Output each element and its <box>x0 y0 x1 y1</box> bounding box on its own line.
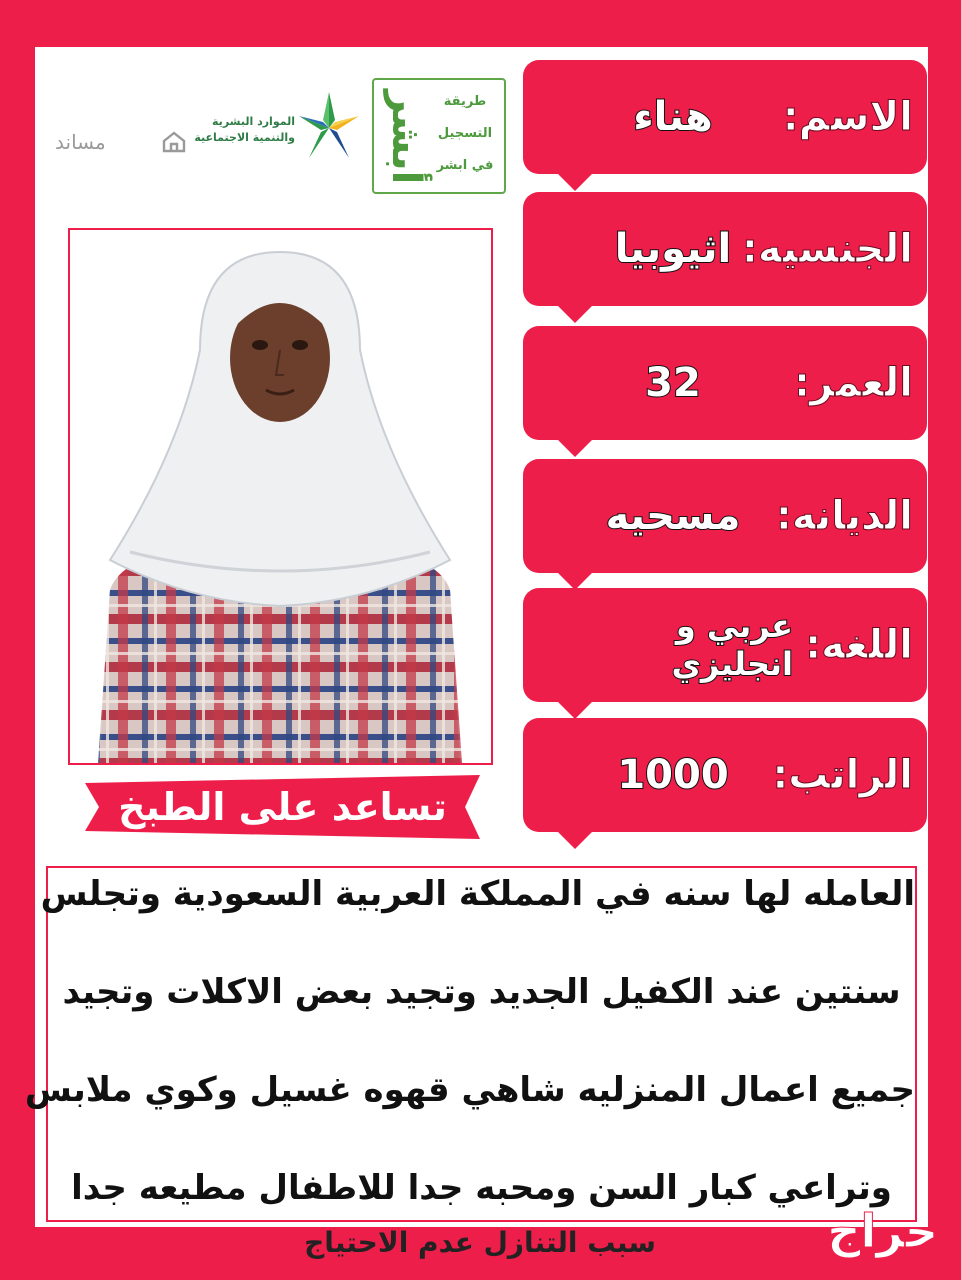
absher-caption-line: في ابشر <box>436 158 494 173</box>
musaned-logo <box>55 126 187 160</box>
info-value: اثيوبيا <box>614 226 732 272</box>
info-box-religion <box>523 459 927 573</box>
info-label: الراتب: <box>772 752 913 798</box>
info-value: 32 <box>645 360 701 406</box>
absher-caption-line: طريقة <box>443 94 487 109</box>
absher-logo-caption <box>432 86 498 182</box>
haraj-watermark: حراج <box>827 1204 938 1258</box>
hr-name-line: الموارد البشرية <box>212 115 295 128</box>
info-value: 1000 <box>617 752 729 798</box>
info-box-name <box>523 60 927 174</box>
person-photo-icon <box>70 230 491 763</box>
absher-caption-line: التسجيل <box>437 126 493 141</box>
description-box <box>24 866 917 1222</box>
info-box-salary <box>523 718 927 832</box>
description-line: وتراعي كبار السن ومحبه جدا للاطفال مطيعه جدا <box>71 1168 892 1208</box>
info-label: الاسم: <box>782 94 913 140</box>
info-value: مسحيه <box>605 493 741 539</box>
hr-ministry-logo <box>190 88 365 178</box>
description-line: العامله لها سنه في المملكة العربية السعودية وتجلس <box>40 874 915 914</box>
info-label: اللغه: <box>805 622 913 668</box>
hr-name-line: والتنمية الاجتماعية <box>194 131 295 144</box>
info-box-age <box>523 326 927 440</box>
musaned-logo-text: مساند <box>55 130 106 154</box>
absher-logo <box>372 78 506 194</box>
worker-photo <box>68 228 493 765</box>
hr-ministry-name <box>185 114 295 146</box>
description-line: جميع اعمال المنزليه شاهي قهوه غسيل وكوي ملابس <box>24 1070 915 1110</box>
info-label: الديانه: <box>775 493 913 539</box>
skill-text: تساعد على الطبخ <box>118 785 447 829</box>
release-reason: سبب التنازل عدم الاحتياج <box>304 1226 656 1259</box>
description-line: سنتين عند الكفيل الجديد وتجيد بعض الاكلات وتجيد <box>62 972 901 1012</box>
info-value: هناء <box>633 94 713 140</box>
house-icon <box>161 130 187 154</box>
info-value: عربي و انجليزي <box>671 607 793 683</box>
info-label: الجنسيه: <box>741 226 913 272</box>
skill-ribbon <box>85 775 480 839</box>
info-box-language <box>523 588 927 702</box>
ministry-emblem-icon <box>297 88 361 178</box>
info-label: العمر: <box>793 360 913 406</box>
info-box-nationality <box>523 192 927 306</box>
absher-logo-word: أبشر <box>383 89 429 185</box>
